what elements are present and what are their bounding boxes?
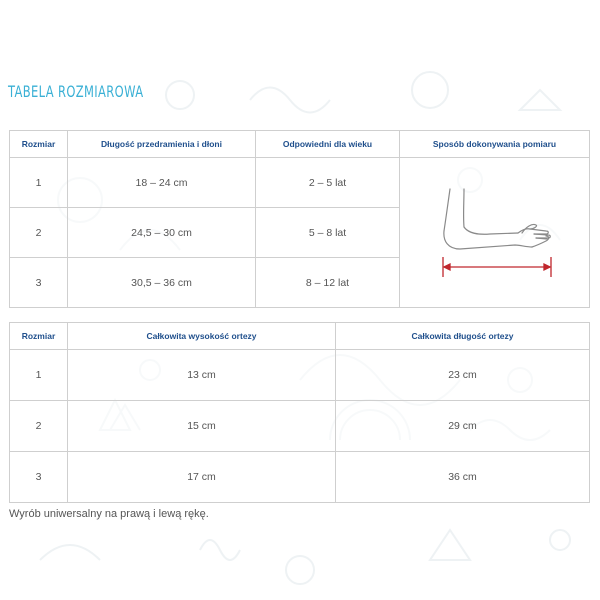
cell-forearm-length: 24,5 – 30 cm (68, 208, 256, 258)
cell-orthosis-length: 23 cm (336, 350, 590, 401)
measurement-illustration-cell (400, 158, 590, 308)
cell-orthosis-height: 13 cm (68, 350, 336, 401)
universal-note: Wyrób uniwersalny na prawą i lewą rękę. (9, 508, 209, 520)
cell-size: 3 (10, 452, 68, 503)
table-row (10, 452, 590, 503)
header-age: Odpowiedni dla wieku (256, 131, 400, 158)
cell-orthosis-length: 29 cm (336, 401, 590, 452)
page-title: TABELA ROZMIAROWA (8, 82, 144, 101)
header-orthosis-height: Całkowita wysokość ortezy (68, 323, 336, 350)
table-row (10, 350, 590, 401)
cell-size: 2 (10, 401, 68, 452)
header-measurement-method: Sposób dokonywania pomiaru (400, 131, 590, 158)
cell-age: 8 – 12 lat (256, 258, 400, 308)
cell-orthosis-height: 15 cm (68, 401, 336, 452)
cell-size: 1 (10, 350, 68, 401)
header-forearm-length: Długość przedramienia i dłoni (68, 131, 256, 158)
cell-age: 2 – 5 lat (256, 158, 400, 208)
size-table-forearm (9, 130, 590, 308)
cell-forearm-length: 30,5 – 36 cm (68, 258, 256, 308)
size-table-orthosis (9, 322, 590, 503)
header-orthosis-length: Całkowita długość ortezy (336, 323, 590, 350)
cell-size: 2 (10, 208, 68, 258)
cell-size: 1 (10, 158, 68, 208)
arm-measurement-icon (430, 183, 560, 283)
table-row (10, 401, 590, 452)
table-row (10, 158, 590, 208)
cell-size: 3 (10, 258, 68, 308)
cell-orthosis-length: 36 cm (336, 452, 590, 503)
cell-forearm-length: 18 – 24 cm (68, 158, 256, 208)
cell-orthosis-height: 17 cm (68, 452, 336, 503)
table-header-row (10, 131, 590, 158)
header-size: Rozmiar (10, 131, 68, 158)
header-size: Rozmiar (10, 323, 68, 350)
cell-age: 5 – 8 lat (256, 208, 400, 258)
table-header-row (10, 323, 590, 350)
